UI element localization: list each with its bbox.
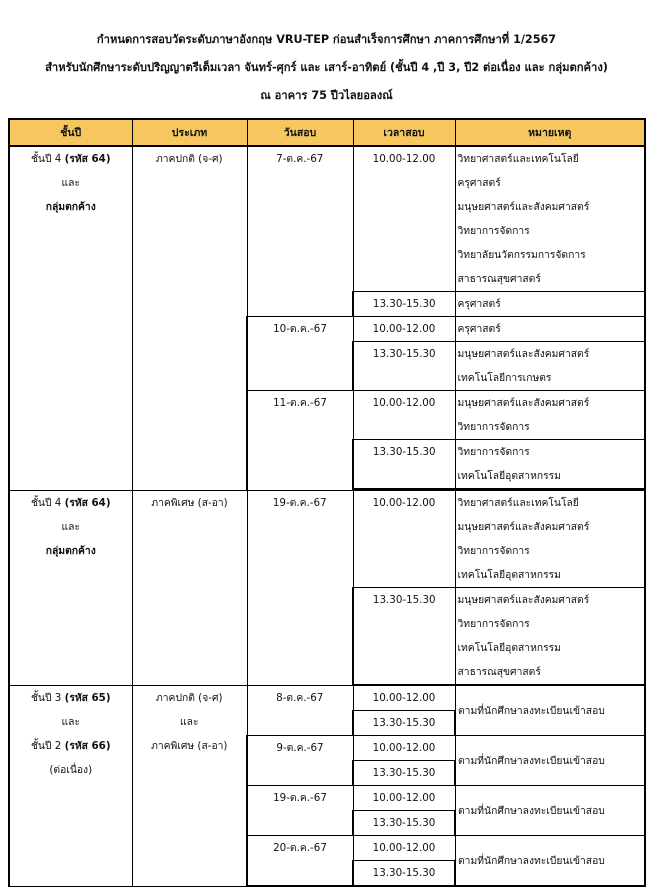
faculty-note: สาธารณสุขศาสตร์ bbox=[457, 666, 541, 678]
exam-time: 13.30-15.30 bbox=[372, 817, 436, 829]
time-cell bbox=[353, 440, 455, 489]
remark-cell bbox=[455, 292, 645, 317]
time-cell bbox=[353, 736, 455, 761]
remark-cell bbox=[455, 440, 645, 489]
faculty-note: ครุศาสตร์ bbox=[457, 177, 501, 189]
exam-date: 8-ต.ค.-67 bbox=[276, 691, 324, 704]
student-code: (รหัส 64) bbox=[64, 496, 111, 509]
time-cell bbox=[353, 761, 455, 786]
remark-cell bbox=[455, 836, 645, 887]
remark-cell bbox=[455, 588, 645, 686]
exam-time: 10.00-12.00 bbox=[372, 153, 436, 165]
time-cell bbox=[353, 811, 455, 836]
date-cell bbox=[247, 685, 353, 736]
time-cell bbox=[353, 685, 455, 711]
type-label: ภาคพิเศษ (ส-อา) bbox=[151, 739, 228, 752]
year-label: ชั้นปี 3 bbox=[30, 691, 62, 704]
leftover-group-label: กลุ่มตกค้าง bbox=[45, 201, 96, 213]
exam-time: 13.30-15.30 bbox=[372, 594, 436, 606]
faculty-note: เทคโนโลยีอุตสาหกรรม bbox=[457, 642, 561, 654]
faculty-note: วิทยาศาสตร์และเทคโนโลยี bbox=[457, 153, 579, 165]
exam-time: 10.00-12.00 bbox=[372, 397, 436, 409]
year-cell bbox=[9, 146, 132, 490]
student-code: (รหัส 66) bbox=[64, 739, 111, 752]
time-cell bbox=[353, 711, 455, 736]
time-cell bbox=[353, 836, 455, 861]
faculty-note: เทคโนโลยีอุตสาหกรรม bbox=[457, 569, 561, 581]
faculty-note: มนุษยศาสตร์และสังคมศาสตร์ bbox=[457, 397, 590, 409]
exam-date: 19-ต.ค.-67 bbox=[273, 792, 327, 804]
exam-time: 10.00-12.00 bbox=[372, 692, 436, 704]
col-header-year: ชั้นปี bbox=[9, 119, 132, 146]
time-cell bbox=[353, 786, 455, 811]
type-label: ภาคปกติ (จ-ศ) bbox=[155, 691, 223, 704]
table-row bbox=[9, 146, 645, 292]
year-label: ชั้นปี 4 bbox=[30, 496, 62, 509]
exam-date: 7-ต.ค.-67 bbox=[276, 153, 324, 165]
faculty-note: สาธารณสุขศาสตร์ bbox=[457, 273, 541, 285]
type-cell bbox=[132, 146, 247, 490]
date-cell bbox=[247, 490, 353, 685]
date-cell bbox=[247, 146, 353, 317]
type-label: ภาคพิเศษ (ส-อา) bbox=[151, 496, 228, 509]
faculty-note: มนุษยศาสตร์และสังคมศาสตร์ bbox=[457, 521, 590, 533]
and-label: และ bbox=[61, 715, 80, 728]
time-cell bbox=[353, 146, 455, 292]
exam-schedule-table bbox=[8, 118, 646, 887]
time-cell bbox=[353, 861, 455, 887]
time-cell bbox=[353, 317, 455, 342]
year-cell bbox=[9, 685, 132, 886]
exam-time: 10.00-12.00 bbox=[372, 323, 436, 335]
year-cell bbox=[9, 490, 132, 685]
exam-time: 10.00-12.00 bbox=[372, 792, 436, 804]
faculty-note: ครุศาสตร์ bbox=[457, 298, 501, 310]
title-line-2: สำหรับนักศึกษาระดับปริญญาตรีเต็มเวลา จันทร์-ศุกร์ และ เสาร์-อาทิตย์ (ชั้นปี 4 ,ปี 3, ปี2 ต่อเนื่อง และ กลุ่มตกค้าง) bbox=[45, 61, 608, 74]
exam-time: 13.30-15.30 bbox=[372, 446, 436, 458]
exam-time: 13.30-15.30 bbox=[372, 717, 436, 729]
exam-date: 9-ต.ค.-67 bbox=[276, 742, 324, 754]
exam-time: 10.00-12.00 bbox=[372, 742, 436, 754]
faculty-note: มนุษยศาสตร์และสังคมศาสตร์ bbox=[457, 201, 590, 213]
faculty-note: มนุษยศาสตร์และสังคมศาสตร์ bbox=[457, 348, 590, 360]
exam-time: 13.30-15.30 bbox=[372, 767, 436, 779]
faculty-note: มนุษยศาสตร์และสังคมศาสตร์ bbox=[457, 594, 590, 606]
table-row bbox=[9, 490, 645, 588]
remark-cell bbox=[455, 391, 645, 440]
col-header-time: เวลาสอบ bbox=[353, 119, 455, 146]
col-header-remark: หมายเหตุ bbox=[455, 119, 645, 146]
faculty-note: วิทยาการจัดการ bbox=[457, 618, 530, 630]
remark-cell bbox=[455, 736, 645, 786]
exam-date: 11-ต.ค.-67 bbox=[273, 397, 327, 409]
exam-time: 13.30-15.30 bbox=[372, 298, 436, 310]
type-cell bbox=[132, 490, 247, 685]
time-cell bbox=[353, 490, 455, 588]
leftover-group-label: กลุ่มตกค้าง bbox=[45, 544, 96, 557]
title-line-1: กำหนดการสอบวัดระดับภาษาอังกฤษ VRU-TEP ก่อนสำเร็จการศึกษา ภาคการศึกษาที่ 1/2567 bbox=[96, 33, 557, 46]
register-note: ตามที่นักศึกษาลงทะเบียนเข้าสอบ bbox=[458, 754, 605, 767]
register-note: ตามที่นักศึกษาลงทะเบียนเข้าสอบ bbox=[458, 704, 605, 717]
title-line-3: ณ อาคาร 75 ปีวไลยอลงณ์ bbox=[260, 89, 393, 102]
faculty-note: เทคโนโลยีการเกษตร bbox=[457, 372, 552, 384]
type-label: ภาคปกติ (จ-ศ) bbox=[155, 153, 223, 165]
date-cell bbox=[247, 836, 353, 887]
student-code: (รหัส 64) bbox=[64, 153, 111, 165]
table-header-row bbox=[9, 119, 645, 146]
remark-cell bbox=[455, 317, 645, 342]
year-label: ชั้นปี 2 bbox=[30, 739, 62, 752]
table-row bbox=[9, 685, 645, 711]
time-cell bbox=[353, 292, 455, 317]
exam-time: 13.30-15.30 bbox=[372, 867, 436, 879]
and-label: และ bbox=[180, 715, 199, 728]
exam-time: 10.00-12.00 bbox=[372, 842, 436, 854]
faculty-note: เทคโนโลยีอุตสาหกรรม bbox=[457, 470, 561, 482]
faculty-note: วิทยาศาสตร์และเทคโนโลยี bbox=[457, 497, 579, 509]
exam-date: 10-ต.ค.-67 bbox=[273, 323, 327, 335]
faculty-note: วิทยาการจัดการ bbox=[457, 446, 530, 458]
col-header-date: วันสอบ bbox=[247, 119, 353, 146]
and-label: และ bbox=[61, 520, 80, 533]
time-cell bbox=[353, 391, 455, 440]
faculty-note: วิทยาการจัดการ bbox=[457, 421, 530, 433]
student-code: (รหัส 65) bbox=[64, 691, 111, 704]
faculty-note: วิทยาการจัดการ bbox=[457, 225, 530, 237]
and-label: และ bbox=[61, 177, 80, 189]
remark-cell bbox=[455, 786, 645, 836]
register-note: ตามที่นักศึกษาลงทะเบียนเข้าสอบ bbox=[458, 854, 605, 867]
time-cell bbox=[353, 342, 455, 391]
remark-cell bbox=[455, 685, 645, 736]
date-cell bbox=[247, 391, 353, 491]
year-label: ชั้นปี 4 bbox=[30, 153, 62, 165]
faculty-note: วิทยาลัยนวัตกรรมการจัดการ bbox=[457, 249, 586, 261]
date-cell bbox=[247, 736, 353, 786]
type-cell bbox=[132, 685, 247, 886]
faculty-note: ครุศาสตร์ bbox=[457, 323, 501, 335]
date-cell bbox=[247, 786, 353, 836]
page-header bbox=[0, 26, 653, 110]
register-note: ตามที่นักศึกษาลงทะเบียนเข้าสอบ bbox=[458, 804, 605, 817]
remark-cell bbox=[455, 342, 645, 391]
exam-time: 10.00-12.00 bbox=[372, 497, 436, 509]
continuing-label: (ต่อเนื่อง) bbox=[49, 763, 93, 776]
exam-date: 19-ต.ค.-67 bbox=[272, 496, 327, 509]
remark-cell bbox=[455, 146, 645, 292]
faculty-note: วิทยาการจัดการ bbox=[457, 545, 530, 557]
exam-time: 13.30-15.30 bbox=[372, 348, 436, 360]
exam-date: 20-ต.ค.-67 bbox=[273, 842, 327, 854]
time-cell bbox=[353, 588, 455, 686]
col-header-type: ประเภท bbox=[132, 119, 247, 146]
date-cell bbox=[247, 317, 353, 391]
remark-cell bbox=[455, 490, 645, 588]
